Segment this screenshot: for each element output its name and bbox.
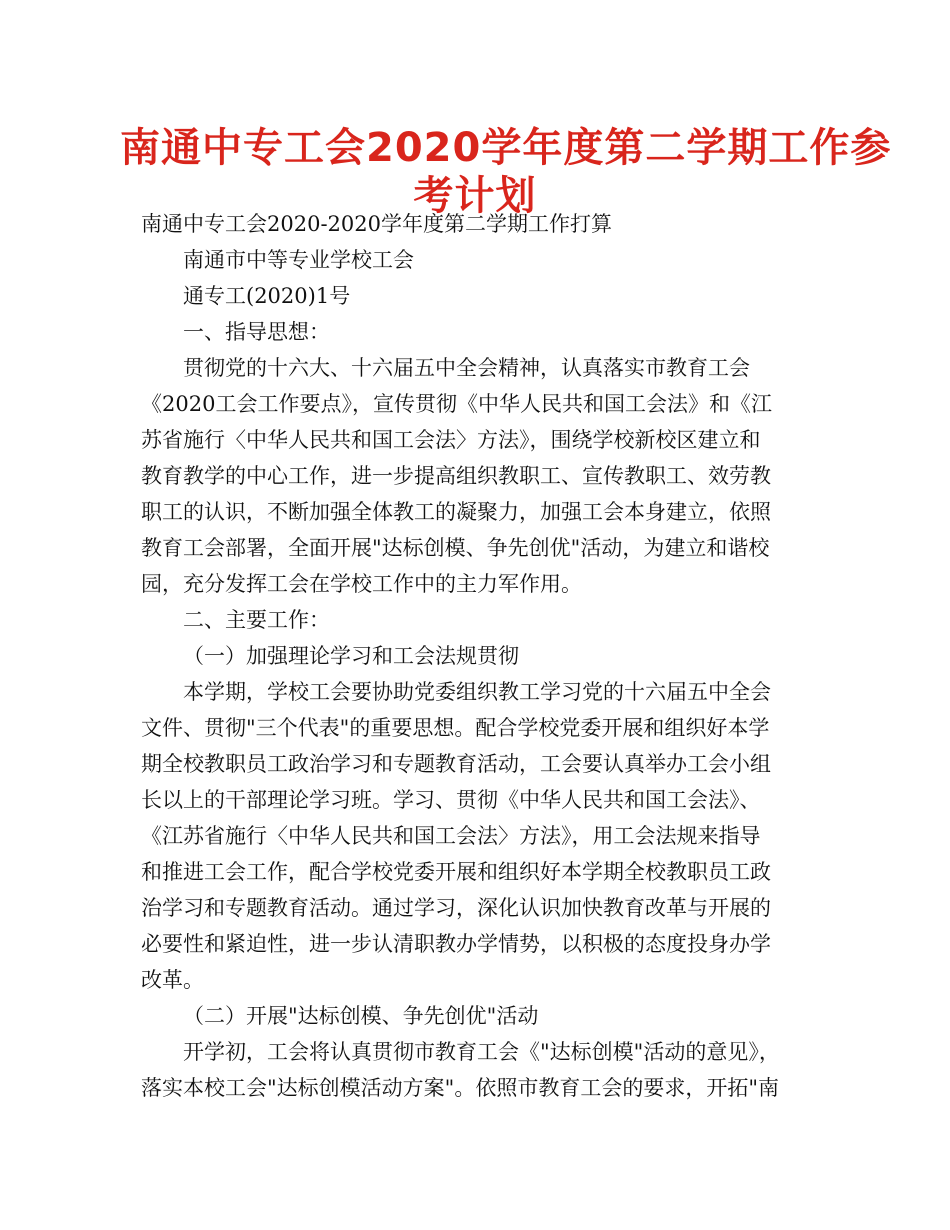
paragraph-line: 落实本校工会"达标创模活动方案"。依照市教育工会的要求，开拓"南 — [141, 1076, 779, 1100]
paragraph-line: 苏省施行〈中华人民共和国工会法〉方法》，围绕学校新校区建立和 — [141, 428, 761, 452]
paragraph-line: 教育教学的中心工作，进一步提高组织教职工、宣传教职工、效劳教 — [141, 464, 771, 488]
paragraph-line: 职工的认识，不断加强全体教工的凝聚力，加强工会本身建立，依照 — [141, 500, 771, 524]
paragraph-activities — [141, 1034, 821, 1106]
paragraph-line: 治学习和专题教育活动。通过学习，深化认识加快教育改革与开展的 — [141, 896, 771, 920]
paragraph-line: 园，充分发挥工会在学校工作中的主力军作用。 — [141, 572, 582, 596]
paragraph-line: 长以上的干部理论学习班。学习、贯彻《中华人民共和国工会法》、 — [141, 788, 761, 812]
paragraph-line: 改革。 — [141, 968, 204, 992]
paragraph-line: 和推进工会工作，配合学校党委开展和组织好本学期全校教职员工政 — [141, 860, 771, 884]
paragraph-theory-study — [141, 674, 821, 998]
paragraph-line: 必要性和紧迫性，进一步认清职教办学情势，以积极的态度投身办学 — [141, 932, 771, 956]
issuing-organization: 南通市中等专业学校工会 — [183, 248, 414, 272]
document-subtitle: 南通中专工会2020-2020学年度第二学期工作打算 — [141, 212, 612, 236]
subsection-heading-activities: （二）开展"达标创模、争先创优"活动 — [183, 1004, 539, 1028]
paragraph-line: 期全校教职员工政治学习和专题教育活动，工会要认真举办工会小组 — [141, 752, 771, 776]
subsection-heading-theory-study: （一）加强理论学习和工会法规贯彻 — [183, 644, 519, 668]
paragraph-guiding-ideology — [141, 350, 821, 602]
section-heading-guiding-ideology: 一、指导思想： — [183, 320, 330, 344]
section-heading-main-work: 二、主要工作： — [183, 608, 330, 632]
paragraph-line: 开学初，工会将认真贯彻市教育工会《"达标创模"活动的意见》， — [183, 1040, 780, 1064]
document-body — [141, 206, 821, 1106]
paragraph-line: 贯彻党的十六大、十六届五中全会精神，认真落实市教育工会 — [183, 356, 750, 380]
paragraph-line: 文件、贯彻"三个代表"的重要思想。配合学校党委开展和组织好本学 — [141, 716, 770, 740]
paragraph-line: 《江苏省施行〈中华人民共和国工会法〉方法》，用工会法规来指导 — [141, 824, 761, 848]
paragraph-line: 本学期，学校工会要协助党委组织教工学习党的十六届五中全会 — [183, 680, 771, 704]
document-title-line-2: 考计划 — [413, 173, 537, 219]
document-number: 通专工(2020)1号 — [183, 284, 351, 308]
paragraph-line: 《2020工会工作要点》，宣传贯彻《中华人民共和国工会法》和《江 — [141, 392, 772, 416]
document-title-line-1: 南通中专工会2020学年度第二学期工作参 — [120, 125, 892, 171]
paragraph-line: 教育工会部署，全面开展"达标创模、争先创优"活动，为建立和谐校 — [141, 536, 770, 560]
